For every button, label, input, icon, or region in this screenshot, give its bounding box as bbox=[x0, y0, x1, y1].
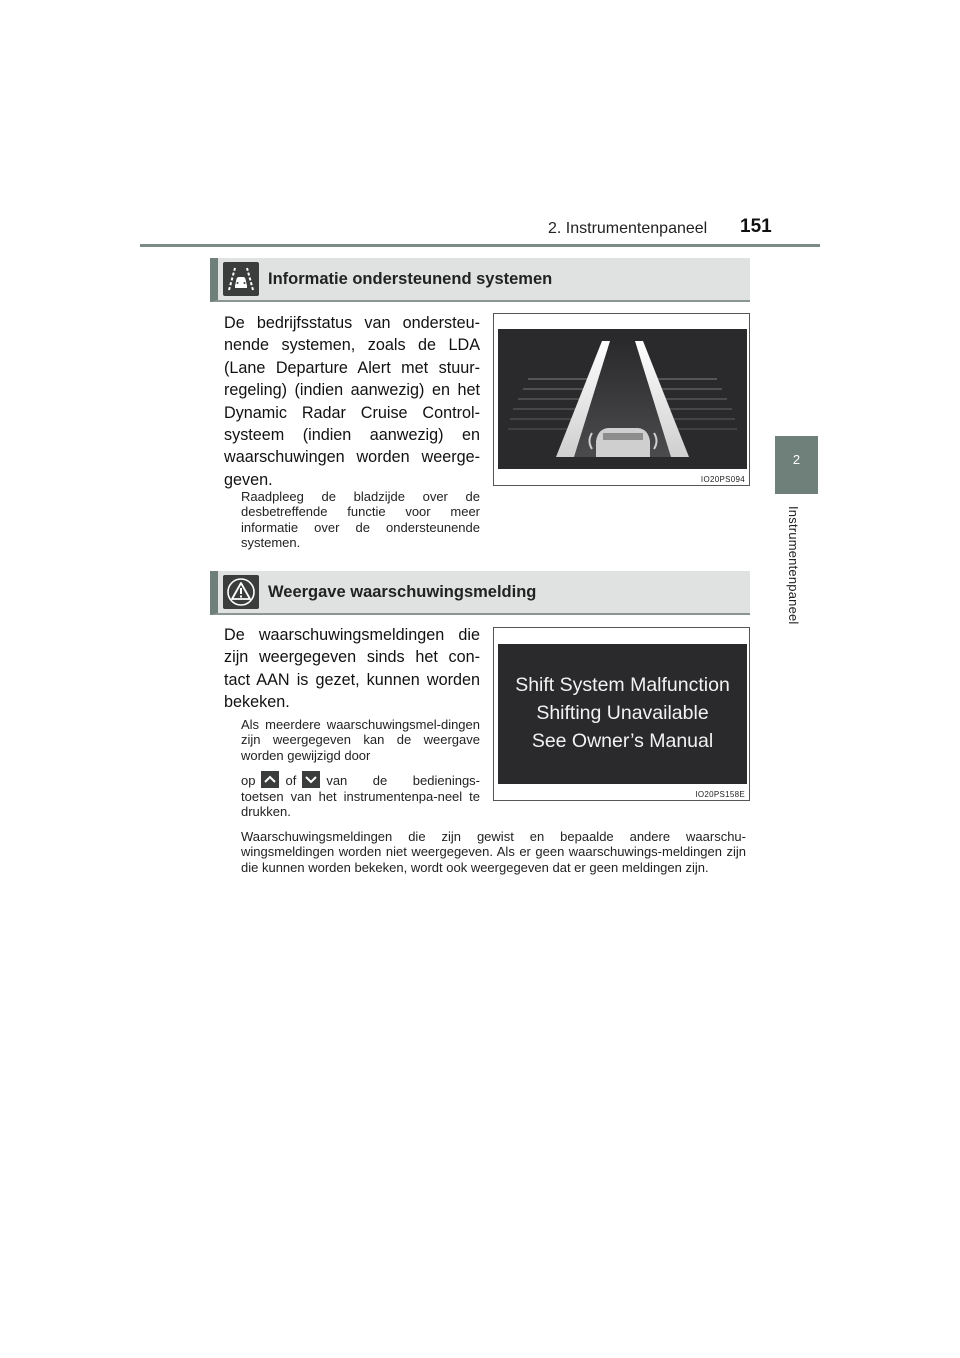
display-message-line-3: See Owner’s Manual bbox=[531, 730, 714, 752]
display-message-line-2: Shifting Unavailable bbox=[536, 702, 709, 724]
figure-code: IO20PS094 bbox=[700, 475, 745, 484]
note-keys-line bbox=[241, 771, 480, 788]
up-chevron-key-icon bbox=[261, 771, 279, 788]
note-op: op bbox=[241, 773, 256, 789]
warning-triangle-icon bbox=[223, 575, 259, 609]
note-text-part3: toetsen van het instrumentenpa-neel te drukken. bbox=[241, 788, 480, 820]
section-note-text: Raadpleeg de bladzijde over de desbetreffende functie voor meer informatie over de ondersteunende systemen. bbox=[241, 489, 480, 551]
note-of: of bbox=[285, 773, 297, 789]
display-screen bbox=[498, 644, 747, 784]
figure-support-display bbox=[493, 313, 750, 486]
chapter-title: 2. Instrumentenpaneel bbox=[548, 220, 708, 237]
section-header-warning-messages bbox=[210, 571, 750, 615]
header-rule bbox=[140, 244, 820, 247]
section-body-text: De waarschuwingsmeldingen die zijn weergegeven sinds het con-tact AAN is gezet, kunnen worden bekeken. bbox=[224, 626, 480, 712]
driving-assist-car-icon bbox=[223, 262, 259, 296]
note-part2: van de bedienings- bbox=[326, 773, 480, 789]
down-chevron-key-icon bbox=[302, 771, 320, 788]
display-screen bbox=[498, 329, 747, 469]
section-note-text bbox=[241, 717, 480, 819]
side-tab-number: 2 bbox=[792, 452, 801, 467]
footer-note-text: Waarschuwingsmeldingen die zijn gewist en bepaalde andere waarschu-wingsmeldingen worden niet weergegeven. Als er geen waarschuwings-meldingen zijn die kunnen worden bekeken, wordt ook weergegeven dat er geen meldingen zijn. bbox=[241, 829, 746, 875]
lane-assist-graphic bbox=[498, 329, 747, 469]
section-header-support-systems bbox=[210, 258, 750, 302]
section-title: Informatie ondersteunend systemen bbox=[268, 270, 553, 288]
section-body-text: De bedrijfsstatus van ondersteu-nende systemen, zoals de LDA (Lane Departure Alert met stuur-regeling) (indien aanwezig) en het Dynamic Radar Cruise Control-systeem (indien aanwezig) en waarschuwingen worden weerge-geven. bbox=[224, 314, 480, 489]
figure-warning-display bbox=[493, 627, 750, 801]
side-tab-label: Instrumentenpaneel bbox=[786, 506, 801, 625]
note-text-part1: Als meerdere waarschuwingsmel-dingen zijn weergegeven kan de weergave worden gewijzigd door bbox=[241, 717, 480, 763]
page-number: 151 bbox=[740, 216, 772, 237]
display-message-line-1: Shift System Malfunction bbox=[515, 674, 730, 696]
figure-code: IO20PS158E bbox=[695, 790, 745, 799]
section-title: Weergave waarschuwingsmelding bbox=[268, 583, 537, 601]
chapter-side-tab bbox=[775, 436, 818, 494]
